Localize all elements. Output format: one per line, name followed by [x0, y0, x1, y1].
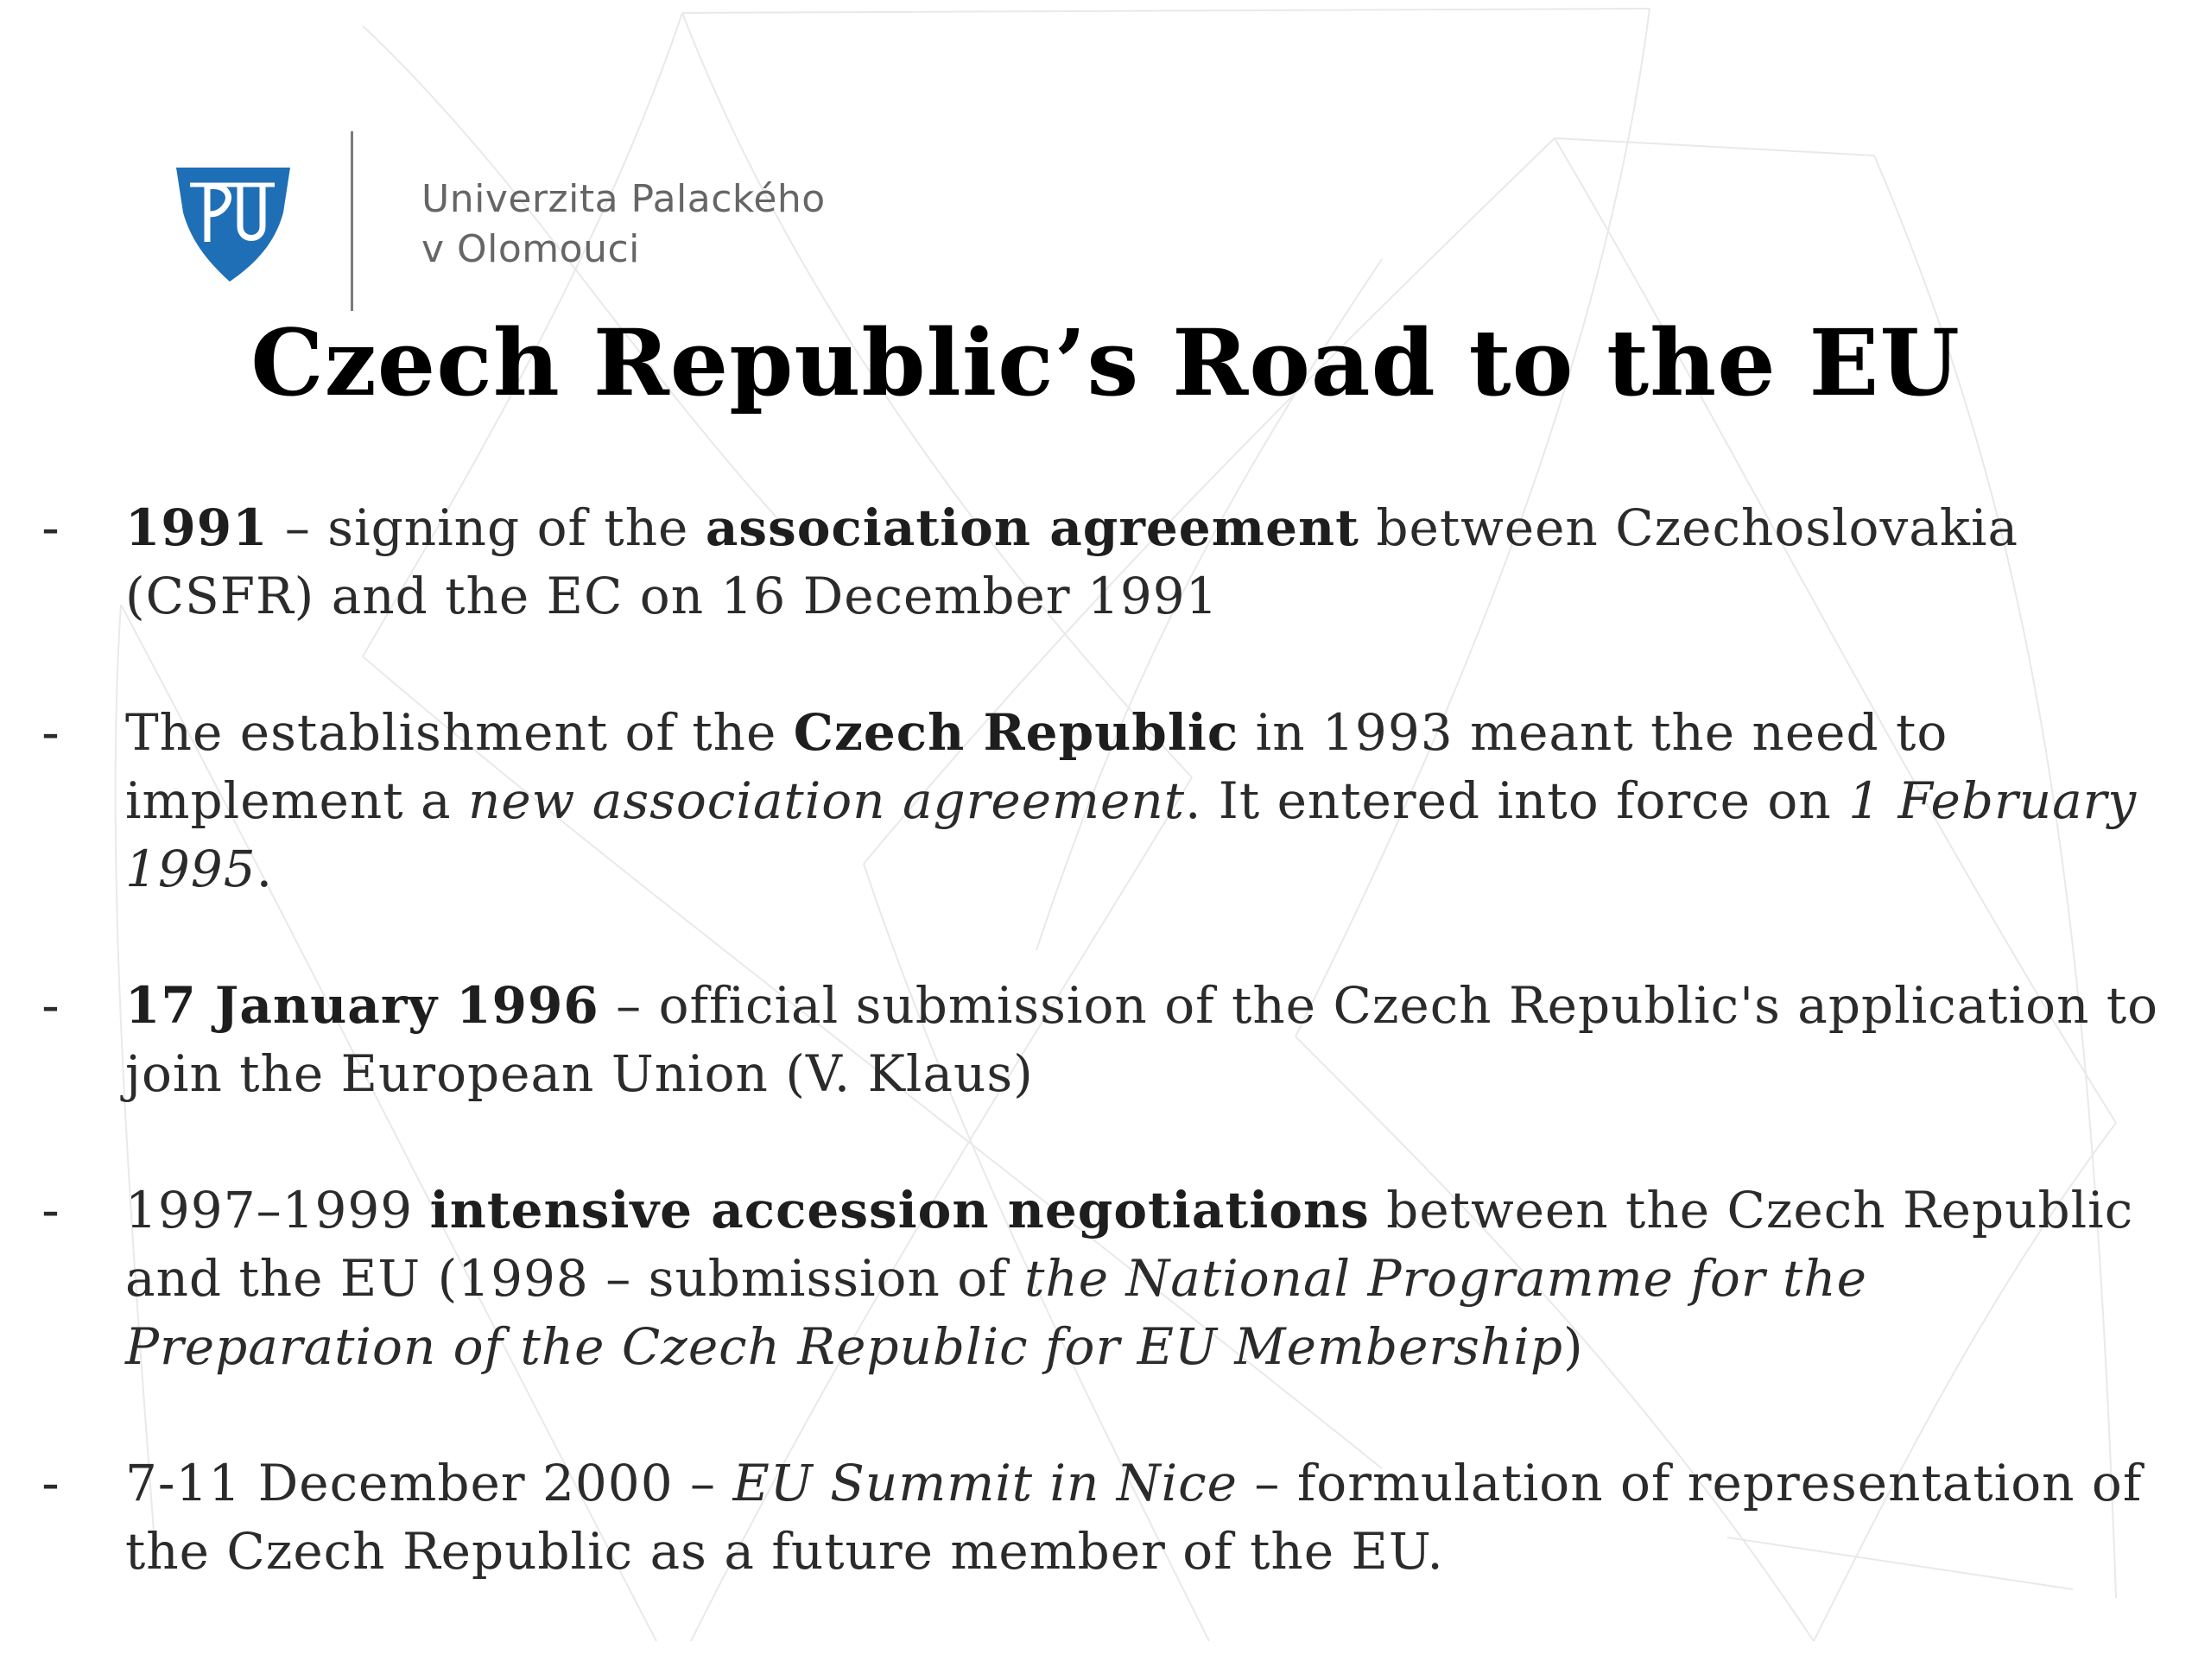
item-emphasis: Czech Republic	[793, 703, 1239, 762]
timeline-list	[0, 494, 2211, 1654]
item-text: 1997–1999	[125, 1181, 430, 1239]
timeline-item-1997-1999	[0, 1176, 2211, 1381]
timeline-item-2000	[0, 1449, 2211, 1586]
bullet-dash: -	[41, 1181, 60, 1239]
item-text: )	[1562, 1317, 1584, 1376]
bullet-dash: -	[41, 703, 60, 762]
item-text: 7-11 December 2000 –	[125, 1454, 733, 1512]
item-text: – formulation of representation of the Czech Republic as a future member of the EU.	[125, 1454, 2143, 1581]
item-text: The establishment of the	[125, 703, 794, 762]
item-emphasis: association agreement	[705, 498, 1359, 557]
timeline-item-1993	[0, 699, 2211, 903]
item-text: between the Czech Republic and the EU (1998 – submission of	[125, 1181, 2134, 1308]
bullet-dash: -	[41, 976, 60, 1035]
university-name-line2: v Olomouci	[421, 227, 640, 271]
university-shield-icon	[173, 162, 294, 283]
item-italic: new association agreement	[468, 771, 1186, 830]
timeline-item-1996	[0, 972, 2211, 1108]
item-text: . It entered into force on	[1185, 771, 1849, 830]
item-italic: the National Programme for the Preparation of the Czech Republic for EU Membership	[125, 1249, 1867, 1376]
bullet-dash: -	[41, 498, 60, 557]
item-year: 1991	[125, 498, 269, 557]
timeline-item-1991	[0, 494, 2211, 631]
university-name	[421, 174, 826, 275]
item-emphasis: intensive accession negotiations	[429, 1181, 1370, 1239]
item-date: 17 January 1996	[125, 976, 599, 1035]
item-text: .	[256, 840, 274, 898]
logo-divider	[351, 131, 353, 311]
item-text: between Czechoslovakia (CSFR) and the EC on 16 December 1991	[125, 498, 2019, 625]
slide-title: Czech Republic’s Road to the EU	[250, 308, 1961, 416]
item-text: in 1993 meant the need to implement a	[125, 703, 1948, 830]
university-name-line1: Univerzita Palackého	[421, 177, 826, 221]
bullet-dash: -	[41, 1454, 60, 1512]
item-text: – signing of the	[268, 498, 706, 557]
item-text: – official submission of the Czech Republic's application to join the European Union (V. Klaus)	[125, 976, 2159, 1103]
item-italic: 1 February 1995	[125, 771, 2138, 898]
university-logo	[173, 130, 829, 320]
item-italic: EU Summit in Nice	[732, 1454, 1238, 1512]
